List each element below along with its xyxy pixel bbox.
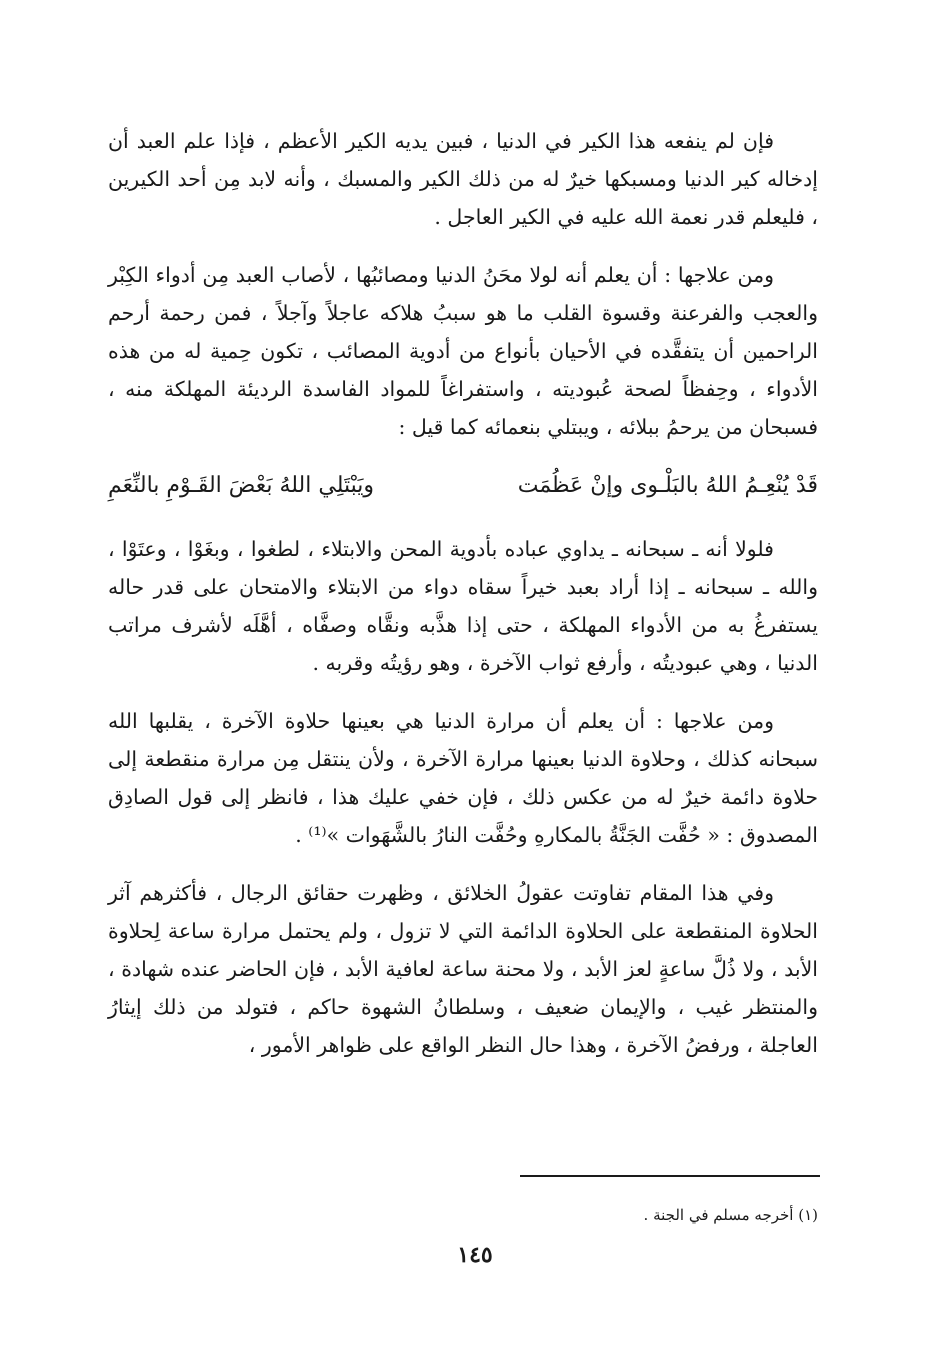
page-body	[108, 122, 818, 1084]
paragraph-1: فإن لم ينفعه هذا الكير في الدنيا ، فبين يديه الكير الأعظم ، فإذا علم العبد أن إدخاله كير الدنيا ومسبكها خيرٌ له من ذلك الكير والمسبك ، وأنه لابد مِن أحد الكيرين ، فليعلم قدر نعمة الله عليه في الكير العاجل .	[108, 129, 818, 229]
footnote-separator	[520, 1175, 820, 1177]
verse-first-hemistich: قَدْ يُنْعِـمُ اللهُ بالبَلْـوى وإنْ عَظُمَت	[517, 473, 818, 498]
footnote: (١) أخرجه مسلم في الجنة .	[643, 1206, 818, 1224]
paragraph-4: ومن علاجها : أن يعلم أن مرارة الدنيا هي بعينها حلاوة الآخرة ، يقلبها الله سبحانه كذلك ، وحلاوة الدنيا بعينها مرارة الآخرة ، ولأن ينتقل مِن مرارة منقطعة إلى حلاوة دائمة خيرٌ له من عكس ذلك ، فإن خفي عليك هذا ، فانظر إلى قول الصادِق المصدوق : « حُفَّت الجَنَّةُ بالمكارهِ وحُفَّت النارُ بالشَّهَوات »⁽¹⁾ .	[108, 709, 818, 847]
paragraph-3: فلولا أنه ـ سبحانه ـ يداوي عباده بأدوية المحن والابتلاء ، لطغوا ، وبغَوْا ، وعتَوْا ، والله ـ سبحانه ـ إذا أراد بعبد خيراً سقاه دواء من الابتلاء والامتحان على قدر حاله يستفرغُ به من الأدواء المهلكة ، حتى إذا هذَّبه ونقَّاه وصفَّاه ، أهَّلَه لأشرف مراتب الدنيا ، وهي عبوديتُه ، وأرفع ثواب الآخرة ، وهو رؤيتُه وقربه .	[108, 537, 818, 675]
paragraph-5: وفي هذا المقام تفاوتت عقولُ الخلائق ، وظهرت حقائق الرجال ، فأكثرهم آثر الحلاوة المنقطعة على الحلاوة الدائمة التي لا تزول ، ولم يحتمل مرارة ساعة لِحلاوة الأبد ، ولا ذُلَّ ساعةٍ لعز الأبد ، ولا محنة ساعة لعافية الأبد ، فإن الحاضر عنده شهادة ، والمنتظر غيب ، والإيمان ضعيف ، وسلطانُ الشهوة حاكم ، فتولد من ذلك إيثارُ العاجلة ، ورفضُ الآخرة ، وهذا حال النظر الواقع على ظواهر الأمور ،	[108, 881, 818, 1057]
paragraph-2: ومن علاجها : أن يعلم أنه لولا محَنُ الدنيا ومصائبُها ، لأصاب العبد مِن أدواء الكِبْر والعجب والفرعنة وقسوة القلب ما هو سببُ هلاكه عاجلاً وآجلاً ، فمن رحمة أرحم الراحمين أن يتفقَّده في الأحيان بأنواع من أدوية المصائب ، تكون حِمية له من هذه الأدواء ، وحِفظاً لصحة عُبوديته ، واستفراغاً للمواد الفاسدة الرديئة المهلكة منه ، فسبحان من يرحمُ ببلائه ، ويبتلي بنعمائه كما قيل :	[108, 263, 818, 439]
verse-second-hemistich: ويَبْتَلِي اللهُ بَعْضَ القَـوْمِ بالنِّعَمِ	[108, 473, 374, 498]
poetry-verse	[108, 466, 818, 506]
page-number: ١٤٥	[457, 1242, 493, 1268]
